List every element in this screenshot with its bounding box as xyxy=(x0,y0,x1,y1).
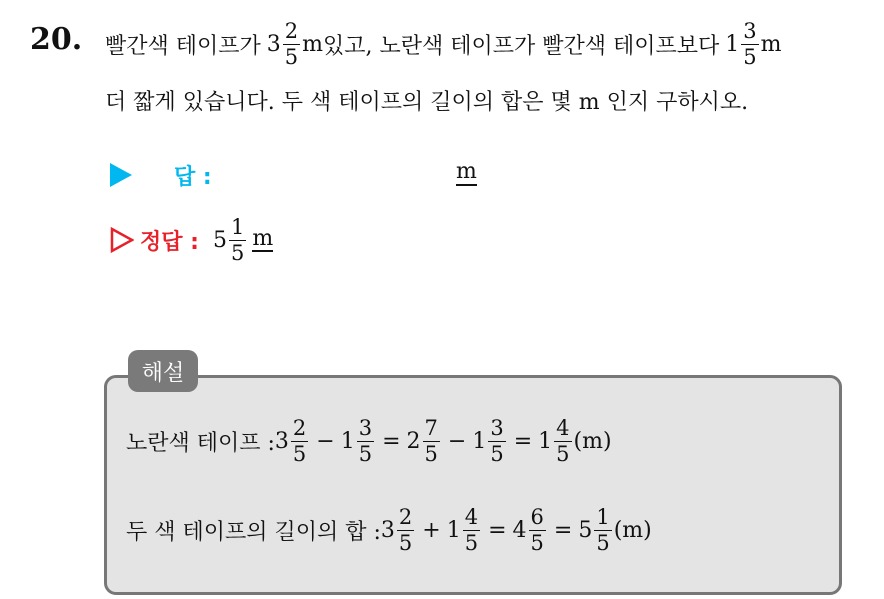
s1-c-whole: 2 xyxy=(406,428,421,454)
s2-a-num: 2 xyxy=(398,504,413,529)
s2-d-fraction xyxy=(594,504,611,555)
correct-unit: m xyxy=(252,226,274,251)
answer-unit: m xyxy=(456,159,477,184)
s1-b-den: 5 xyxy=(358,441,373,466)
diff-length-fraction xyxy=(741,18,758,69)
solution-line-1 xyxy=(126,411,612,471)
question-number: 20. xyxy=(30,22,83,57)
s1-c-den: 5 xyxy=(424,441,438,466)
correct-whole: 5 xyxy=(212,227,227,253)
question-line-1 xyxy=(105,14,782,74)
solution-box xyxy=(104,375,842,595)
correct-denominator: 5 xyxy=(230,240,245,265)
diff-length-whole: 1 xyxy=(725,31,740,57)
s2-b-num: 4 xyxy=(464,504,479,529)
s1-a-fraction xyxy=(291,415,308,466)
solution-line-2 xyxy=(126,500,652,560)
diff-length-unit: m xyxy=(760,31,782,57)
s1-c-fraction xyxy=(423,415,440,466)
correct-numerator: 1 xyxy=(230,214,245,239)
red-length-unit: m xyxy=(302,31,324,57)
s1-e-num: 4 xyxy=(556,415,570,440)
red-length-fraction xyxy=(283,18,300,69)
answer-label: 답 : xyxy=(174,164,212,190)
s2-a-whole: 3 xyxy=(380,517,395,543)
s1-eq1: = xyxy=(382,428,401,454)
s1-e-fraction xyxy=(554,415,571,466)
s2-c-den: 5 xyxy=(530,530,544,555)
s1-op2: − xyxy=(447,428,467,454)
s1-d-whole: 1 xyxy=(472,428,487,454)
s1-a-num: 2 xyxy=(292,415,307,440)
s2-d-den: 5 xyxy=(596,530,610,555)
s1-d-den: 5 xyxy=(490,441,504,466)
correct-answer-row xyxy=(110,212,273,268)
s2-b-fraction xyxy=(463,504,480,555)
solution-2-label: 두 색 테이프의 길이의 합 : xyxy=(126,519,381,545)
s1-a-whole: 3 xyxy=(274,428,289,454)
diff-length-numerator: 3 xyxy=(743,18,757,43)
s2-d-whole: 5 xyxy=(578,517,593,543)
s1-eq2: = xyxy=(513,428,533,454)
question-text-2: 있고, 노란색 테이프가 빨간색 테이프보다 xyxy=(323,33,720,59)
solution-tab: 해설 xyxy=(128,350,198,392)
s2-eq1: = xyxy=(488,517,507,543)
s1-b-num: 3 xyxy=(358,415,373,440)
s1-d-fraction xyxy=(488,415,505,466)
question-text-1: 빨간색 테이프가 xyxy=(105,33,261,59)
s2-c-num: 6 xyxy=(530,504,544,529)
hollow-triangle-icon xyxy=(110,227,134,253)
s2-a-fraction xyxy=(397,504,414,555)
s1-b-whole: 1 xyxy=(340,428,355,454)
solution-1-label: 노란색 테이프 : xyxy=(126,430,275,456)
s1-e-whole: 1 xyxy=(538,428,553,454)
correct-answer-value xyxy=(212,214,274,265)
s1-b-fraction xyxy=(357,415,374,466)
question-line-2: 더 짧게 있습니다. 두 색 테이프의 길이의 합은 몇 m 인지 구하시오. xyxy=(105,89,749,115)
s1-unit: (m) xyxy=(573,428,612,454)
diff-length-denominator: 5 xyxy=(743,44,757,69)
s2-d-num: 1 xyxy=(596,504,610,529)
play-triangle-icon xyxy=(110,163,132,187)
s2-a-den: 5 xyxy=(398,530,413,555)
answer-row xyxy=(110,158,212,192)
red-length-whole: 3 xyxy=(266,31,281,57)
red-length-numerator: 2 xyxy=(284,18,299,43)
s2-c-fraction xyxy=(529,504,546,555)
s1-a-den: 5 xyxy=(292,441,307,466)
s1-e-den: 5 xyxy=(556,441,570,466)
s1-d-num: 3 xyxy=(490,415,504,440)
s2-b-whole: 1 xyxy=(446,517,461,543)
s2-op: + xyxy=(422,517,441,543)
s2-unit: (m) xyxy=(613,517,652,543)
red-length-denominator: 5 xyxy=(284,44,299,69)
s1-op1: − xyxy=(316,428,335,454)
s1-c-num: 7 xyxy=(424,415,438,440)
s2-eq2: = xyxy=(553,517,573,543)
correct-answer-label: 정답 : xyxy=(140,229,199,255)
s2-b-den: 5 xyxy=(464,530,479,555)
s2-c-whole: 4 xyxy=(512,517,527,543)
correct-fraction xyxy=(229,214,246,265)
